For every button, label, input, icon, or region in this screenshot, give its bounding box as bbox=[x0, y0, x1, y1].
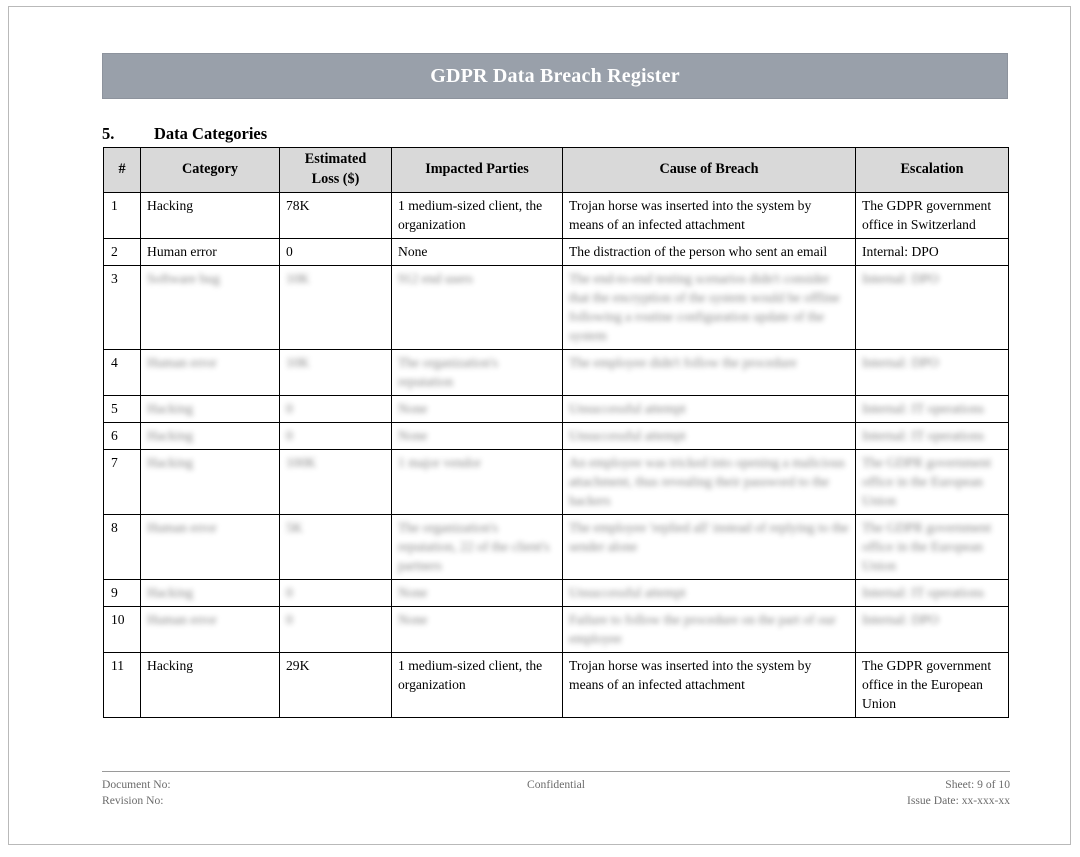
cell-impacted-parties: The organization's reputation, 22 of the client's partners bbox=[392, 515, 563, 580]
cell-cause-of-breach: Unsuccessful attempt bbox=[563, 396, 856, 423]
cell-impacted-parties: 1 medium-sized client, the organization bbox=[392, 192, 563, 238]
cell-impacted-parties: None bbox=[392, 423, 563, 450]
cell-impacted-parties: None bbox=[392, 396, 563, 423]
footer-sheet-number: Sheet: 9 of 10 bbox=[945, 778, 1010, 791]
cell-cause-of-breach: Trojan horse was inserted into the system by means of an infected attachment bbox=[563, 653, 856, 718]
footer-revision-no: Revision No: bbox=[102, 793, 164, 807]
cell-cause-of-breach: An employee was tricked into opening a malicious attachment, thus revealing their password to the hackers bbox=[563, 450, 856, 515]
cell-escalation: Internal: DPO bbox=[856, 349, 1009, 395]
cell-impacted-parties: The organization's reputation bbox=[392, 349, 563, 395]
cell-category: Software bug bbox=[141, 265, 280, 349]
document-title-banner bbox=[102, 53, 1008, 99]
cell-cause-of-breach: The distraction of the person who sent an email bbox=[563, 238, 856, 265]
cell-impacted-parties: None bbox=[392, 580, 563, 607]
cell-escalation: The GDPR government office in Switzerland bbox=[856, 192, 1009, 238]
cell-category: Human error bbox=[141, 349, 280, 395]
section-title: Data Categories bbox=[154, 124, 268, 143]
cell-escalation: Internal: IT operations bbox=[856, 396, 1009, 423]
cell-escalation: Internal: DPO bbox=[856, 607, 1009, 653]
cell-category: Hacking bbox=[141, 450, 280, 515]
cell-escalation: The GDPR government office in the European Union bbox=[856, 515, 1009, 580]
footer-right bbox=[710, 777, 1010, 808]
table-row bbox=[104, 607, 1009, 653]
cell-category: Hacking bbox=[141, 423, 280, 450]
cell-number: 5 bbox=[104, 396, 141, 423]
table-row bbox=[104, 238, 1009, 265]
column-header-estimated-loss bbox=[280, 148, 392, 193]
cell-category: Human error bbox=[141, 515, 280, 580]
cell-estimated-loss: 78K bbox=[280, 192, 392, 238]
cell-cause-of-breach: Failure to follow the procedure on the part of our employee bbox=[563, 607, 856, 653]
column-header-number: # bbox=[104, 148, 141, 193]
cell-cause-of-breach: Trojan horse was inserted into the system by means of an infected attachment bbox=[563, 192, 856, 238]
table-header-row bbox=[104, 148, 1009, 193]
column-header-impacted-parties: Impacted Parties bbox=[392, 148, 563, 193]
page-title: GDPR Data Breach Register bbox=[430, 64, 680, 87]
cell-escalation: The GDPR government office in the European Union bbox=[856, 653, 1009, 718]
cell-estimated-loss: 0 bbox=[280, 396, 392, 423]
table-row bbox=[104, 653, 1009, 718]
cell-impacted-parties: 912 end users bbox=[392, 265, 563, 349]
cell-escalation: The GDPR government office in the European Union bbox=[856, 450, 1009, 515]
cell-cause-of-breach: The employee 'replied all' instead of replying to the sender alone bbox=[563, 515, 856, 580]
table-row bbox=[104, 515, 1009, 580]
cell-estimated-loss: 0 bbox=[280, 580, 392, 607]
cell-number: 1 bbox=[104, 192, 141, 238]
table-row bbox=[104, 450, 1009, 515]
column-header-cause-of-breach: Cause of Breach bbox=[563, 148, 856, 193]
cell-category: Hacking bbox=[141, 653, 280, 718]
column-header-escalation: Escalation bbox=[856, 148, 1009, 193]
cell-impacted-parties: 1 major vendor bbox=[392, 450, 563, 515]
cell-number: 2 bbox=[104, 238, 141, 265]
cell-estimated-loss: 29K bbox=[280, 653, 392, 718]
footer-document-no: Document No: bbox=[102, 778, 171, 791]
cell-estimated-loss: 100K bbox=[280, 450, 392, 515]
cell-escalation: Internal: IT operations bbox=[856, 423, 1009, 450]
cell-escalation: Internal: DPO bbox=[856, 265, 1009, 349]
cell-estimated-loss: 5K bbox=[280, 515, 392, 580]
cell-category: Hacking bbox=[141, 192, 280, 238]
cell-cause-of-breach: The employee didn't follow the procedure bbox=[563, 349, 856, 395]
section-heading bbox=[102, 124, 1008, 144]
cell-impacted-parties: None bbox=[392, 238, 563, 265]
cell-cause-of-breach: The end-to-end testing scenarios didn't consider that the encryption of the system would be offline following a routine configuration update of the system bbox=[563, 265, 856, 349]
cell-estimated-loss: 0 bbox=[280, 607, 392, 653]
cell-number: 9 bbox=[104, 580, 141, 607]
column-header-category: Category bbox=[141, 148, 280, 193]
cell-number: 8 bbox=[104, 515, 141, 580]
table-row bbox=[104, 423, 1009, 450]
footer-issue-date: Issue Date: xx-xxx-xx bbox=[906, 793, 1010, 807]
table-row bbox=[104, 580, 1009, 607]
cell-escalation: Internal: IT operations bbox=[856, 580, 1009, 607]
footer-left bbox=[102, 777, 402, 808]
cell-number: 4 bbox=[104, 349, 141, 395]
cell-number: 11 bbox=[104, 653, 141, 718]
cell-estimated-loss: 10K bbox=[280, 265, 392, 349]
document-page bbox=[8, 6, 1071, 845]
cell-impacted-parties: None bbox=[392, 607, 563, 653]
column-header-estimated-loss-line2: Loss ($) bbox=[311, 170, 360, 187]
cell-category: Hacking bbox=[141, 396, 280, 423]
cell-number: 7 bbox=[104, 450, 141, 515]
cell-cause-of-breach: Unsuccessful attempt bbox=[563, 423, 856, 450]
cell-cause-of-breach: Unsuccessful attempt bbox=[563, 580, 856, 607]
column-header-estimated-loss-line1: Estimated bbox=[304, 151, 367, 167]
cell-estimated-loss: 0 bbox=[280, 423, 392, 450]
footer-center bbox=[406, 777, 706, 793]
cell-category: Hacking bbox=[141, 580, 280, 607]
cell-number: 10 bbox=[104, 607, 141, 653]
cell-estimated-loss: 10K bbox=[280, 349, 392, 395]
table-row bbox=[104, 265, 1009, 349]
section-number: 5. bbox=[102, 124, 115, 143]
page-footer bbox=[102, 771, 1010, 808]
table-row bbox=[104, 349, 1009, 395]
table-row bbox=[104, 192, 1009, 238]
cell-number: 3 bbox=[104, 265, 141, 349]
cell-impacted-parties: 1 medium-sized client, the organization bbox=[392, 653, 563, 718]
cell-category: Human error bbox=[141, 238, 280, 265]
cell-number: 6 bbox=[104, 423, 141, 450]
cell-estimated-loss: 0 bbox=[280, 238, 392, 265]
cell-escalation: Internal: DPO bbox=[856, 238, 1009, 265]
data-breach-table bbox=[103, 147, 1009, 718]
cell-category: Human error bbox=[141, 607, 280, 653]
table-row bbox=[104, 396, 1009, 423]
table-body bbox=[104, 192, 1009, 718]
footer-confidential: Confidential bbox=[527, 778, 585, 791]
